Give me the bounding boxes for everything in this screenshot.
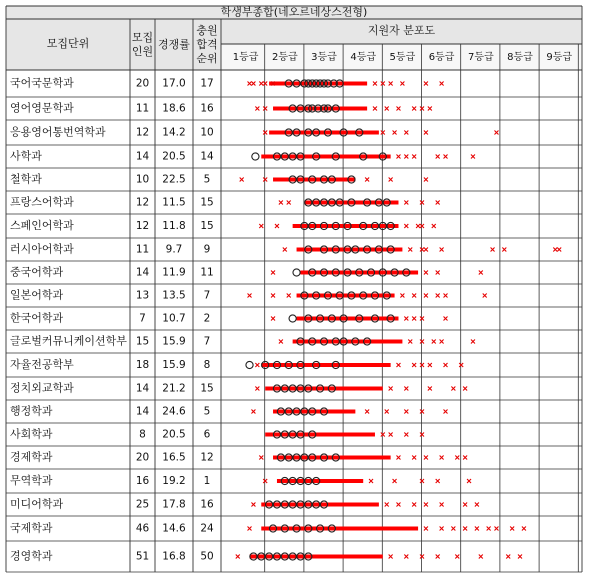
dept-name: 자율전공학부 xyxy=(10,358,74,371)
rank-value: 14 xyxy=(200,150,214,163)
dept-name: 경영학과 xyxy=(10,549,53,563)
rank-value: 8 xyxy=(203,359,211,371)
rate-value: 17.8 xyxy=(162,498,186,511)
dept-name: 스페인어학과 xyxy=(10,219,74,232)
dense-band-5 xyxy=(273,178,355,182)
dept-name: 사학과 xyxy=(10,149,42,163)
quota-value: 14 xyxy=(135,382,150,395)
quota-value: 14 xyxy=(135,405,150,418)
rate-value: 13.5 xyxy=(162,289,186,302)
rate-value: 20.5 xyxy=(162,150,186,163)
col-quota-header-1: 모집 xyxy=(131,31,154,44)
dense-band-1 xyxy=(269,82,367,86)
quota-value: 18 xyxy=(135,359,150,371)
quota-value: 12 xyxy=(135,220,150,232)
quota-value: 10 xyxy=(135,173,150,186)
rate-value: 14.2 xyxy=(162,126,186,139)
rate-value: 17.0 xyxy=(162,77,186,90)
rank-value: 5 xyxy=(203,405,211,418)
quota-value: 20 xyxy=(135,451,150,464)
rank-value: 5 xyxy=(203,173,211,186)
rate-value: 22.5 xyxy=(162,173,186,186)
x-tick-label-5: 5등급 xyxy=(389,52,416,63)
quota-value: 14 xyxy=(135,150,150,163)
quota-value: 25 xyxy=(135,498,150,511)
x-tick-label-1: 1등급 xyxy=(232,52,259,63)
dept-name: 프랑스어학과 xyxy=(10,195,74,209)
dist-title: 지원자 분포도 xyxy=(367,24,436,37)
x-tick-label-3: 3등급 xyxy=(311,52,337,63)
rank-value: 16 xyxy=(200,498,214,511)
rank-value: 15 xyxy=(200,382,214,395)
rank-value: 1 xyxy=(203,475,211,487)
rank-value: 6 xyxy=(203,428,211,441)
dense-band-9 xyxy=(300,271,418,275)
col-quota-header-2: 인원 xyxy=(131,45,154,58)
x-tick-label-8: 8등급 xyxy=(507,52,533,63)
rank-value: 16 xyxy=(200,102,214,115)
quota-value: 7 xyxy=(139,312,146,325)
quota-value: 13 xyxy=(135,289,150,302)
col-rate-header: 경쟁률 xyxy=(158,38,190,51)
rate-value: 15.9 xyxy=(162,359,186,371)
dept-name: 사회학과 xyxy=(10,427,53,441)
x-tick-label-9: 9등급 xyxy=(546,52,573,63)
col-rank-header-3: 순위 xyxy=(196,52,218,65)
rate-value: 11.5 xyxy=(162,196,186,209)
rate-value: 9.7 xyxy=(165,243,183,256)
dept-name: 무역학과 xyxy=(10,474,53,487)
dept-name: 국제학과 xyxy=(10,521,53,535)
dept-name: 한국어학과 xyxy=(10,311,64,325)
rate-value: 16.8 xyxy=(162,550,186,563)
rank-value: 17 xyxy=(200,77,214,90)
quota-value: 20 xyxy=(135,77,150,90)
dense-band-21 xyxy=(250,555,383,559)
dept-name: 중국어학과 xyxy=(10,265,64,279)
rate-value: 16.5 xyxy=(162,451,186,464)
rate-value: 19.2 xyxy=(162,475,186,487)
rank-value: 7 xyxy=(203,335,211,348)
dept-name: 경제학과 xyxy=(10,450,53,464)
rank-value: 7 xyxy=(203,289,211,302)
quota-value: 11 xyxy=(135,102,150,115)
rate-value: 11.9 xyxy=(162,266,186,279)
dept-name: 미디어학과 xyxy=(10,497,64,511)
rate-value: 10.7 xyxy=(162,312,186,325)
rank-value: 50 xyxy=(200,550,214,563)
rank-value: 11 xyxy=(200,266,214,279)
rank-value: 12 xyxy=(200,451,214,464)
rank-value: 24 xyxy=(200,522,214,535)
dept-name: 국어국문학과 xyxy=(10,76,74,90)
quota-value: 46 xyxy=(135,522,150,535)
rate-value: 15.9 xyxy=(162,335,186,348)
x-tick-label-2: 2등급 xyxy=(271,52,298,63)
table-title: 학생부종합(네오르네상스전형) xyxy=(220,5,368,19)
quota-value: 12 xyxy=(135,196,150,209)
dept-name: 행정학과 xyxy=(10,404,53,418)
dept-name: 영어영문학과 xyxy=(10,101,74,115)
rate-value: 20.5 xyxy=(162,428,186,441)
col-rank-header-1: 충원 xyxy=(196,24,218,37)
rank-value: 15 xyxy=(200,220,214,232)
quota-value: 15 xyxy=(135,335,150,348)
quota-value: 12 xyxy=(135,126,150,139)
quota-value: 16 xyxy=(135,475,150,487)
rate-value: 24.6 xyxy=(162,405,186,418)
quota-value: 11 xyxy=(135,243,150,256)
dept-name: 정치외교학과 xyxy=(10,381,74,395)
col-unit-header: 모집단위 xyxy=(46,37,90,50)
dept-name: 글로벌커뮤니케이션학부 xyxy=(10,334,127,348)
dense-band-10 xyxy=(297,294,395,298)
rate-value: 14.6 xyxy=(162,522,186,535)
dept-name: 러시아어학과 xyxy=(10,242,74,256)
dept-name: 응용영어통번역학과 xyxy=(10,125,106,139)
x-tick-label-7: 7등급 xyxy=(467,52,494,63)
dense-band-6 xyxy=(304,201,398,205)
col-rank-header-2: 합격 xyxy=(196,38,218,51)
dept-name: 철학과 xyxy=(10,172,42,186)
rank-value: 10 xyxy=(200,126,214,139)
rank-value: 9 xyxy=(203,243,211,256)
quota-value: 8 xyxy=(139,428,146,441)
rate-value: 21.2 xyxy=(162,382,186,395)
rank-value: 15 xyxy=(200,196,214,209)
x-tick-label-6: 6등급 xyxy=(428,52,455,63)
rank-value: 2 xyxy=(203,312,211,325)
quota-value: 51 xyxy=(135,550,150,563)
dense-band-20 xyxy=(261,527,418,531)
rate-value: 18.6 xyxy=(162,102,186,115)
quota-value: 14 xyxy=(135,266,150,279)
rate-value: 11.8 xyxy=(162,220,186,232)
x-tick-label-4: 4등급 xyxy=(350,52,377,63)
dept-name: 일본어학과 xyxy=(10,288,64,302)
